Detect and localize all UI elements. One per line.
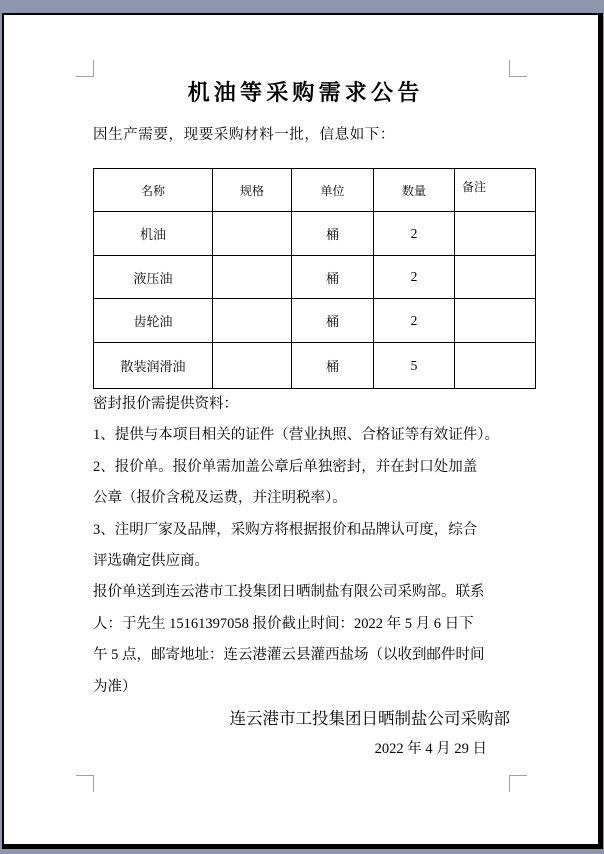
crop-mark-bottom-right	[509, 775, 527, 792]
table-row	[94, 256, 536, 299]
cell-note	[455, 212, 536, 256]
cell-name: 机油	[94, 212, 213, 256]
cell-spec	[213, 212, 292, 256]
cell-unit: 桶	[292, 256, 374, 299]
signature-date: 2022 年 4 月 29 日	[374, 741, 487, 758]
column-header-note: 备注	[455, 169, 536, 212]
table-row	[94, 299, 536, 343]
crop-mark-top-left	[76, 60, 94, 77]
cell-note	[455, 299, 536, 343]
cell-spec	[213, 299, 292, 343]
document-title: 机油等采购需求公告	[187, 80, 424, 105]
body-line: 密封报价需提供资料：	[93, 396, 238, 412]
body-line: 午 5 点，邮寄地址：连云港灌云县灌西盐场（以收到邮件时间	[93, 647, 485, 664]
table-header-row	[94, 169, 536, 212]
crop-mark-bottom-left	[76, 775, 94, 792]
signature-company: 连云港市工投集团日晒制盐公司采购部	[229, 708, 510, 728]
cell-name: 散装润滑油	[94, 343, 213, 389]
body-line: 评选确定供应商。	[93, 552, 209, 569]
body-line: 公章（报价含税及运费，并注明税率）。	[93, 490, 347, 507]
cell-qty: 2	[374, 299, 455, 343]
column-header-name: 名称	[94, 169, 213, 212]
cell-spec	[213, 256, 292, 299]
column-header-spec: 规格	[213, 169, 292, 212]
cell-note	[455, 343, 536, 389]
procurement-table	[93, 168, 536, 389]
body-text-block	[93, 389, 510, 766]
column-header-qty: 数量	[374, 169, 455, 212]
cell-qty: 2	[374, 256, 455, 299]
crop-mark-top-right	[509, 60, 527, 77]
column-header-unit: 单位	[292, 169, 374, 212]
body-line: 人：于先生 15161397058 报价截止时间：2022 年 5 月 6 日下	[93, 615, 474, 632]
intro-paragraph: 因生产需要，现要采购材料一批，信息如下：	[93, 127, 395, 143]
table-row	[94, 343, 536, 389]
cell-unit: 桶	[292, 343, 374, 389]
body-line: 3、注明厂家及品牌，采购方将根据报价和品牌认可度，综合	[93, 521, 478, 538]
table-row	[94, 212, 536, 256]
body-line: 为准）	[93, 678, 137, 695]
cell-name: 液压油	[94, 256, 213, 299]
cell-qty: 5	[374, 343, 455, 389]
body-line: 报价单送到连云港市工投集团日晒制盐有限公司采购部。联系	[93, 584, 485, 601]
body-line: 2、报价单。报价单需加盖公章后单独密封，并在封口处加盖	[93, 458, 478, 475]
cell-qty: 2	[374, 212, 455, 256]
cell-spec	[213, 343, 292, 389]
cell-name: 齿轮油	[94, 299, 213, 343]
cell-note	[455, 256, 536, 299]
cell-unit: 桶	[292, 212, 374, 256]
cell-unit: 桶	[292, 299, 374, 343]
body-line: 1、提供与本项目相关的证件（营业执照、合格证等有效证件）。	[93, 427, 499, 444]
